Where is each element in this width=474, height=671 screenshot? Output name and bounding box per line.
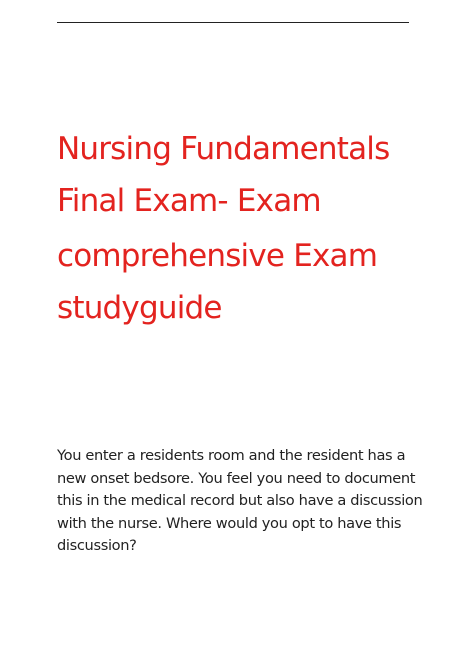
question-line: new onset bedsore. You feel you need to document bbox=[57, 469, 416, 487]
header-rule bbox=[57, 22, 409, 23]
document-title bbox=[57, 126, 457, 331]
title-line: Final Exam- Exam bbox=[57, 183, 321, 219]
question-line: You enter a residents room and the resident has a bbox=[57, 447, 406, 464]
question-text bbox=[57, 445, 427, 558]
question-line: this in the medical record but also have a discussion bbox=[57, 492, 423, 509]
title-line: studyguide bbox=[57, 290, 222, 326]
question-line: discussion? bbox=[57, 537, 137, 554]
title-line: comprehensive Exam bbox=[57, 238, 378, 274]
title-line: Nursing Fundamentals bbox=[57, 131, 390, 167]
question-line: with the nurse. Where would you opt to have this bbox=[57, 514, 402, 532]
